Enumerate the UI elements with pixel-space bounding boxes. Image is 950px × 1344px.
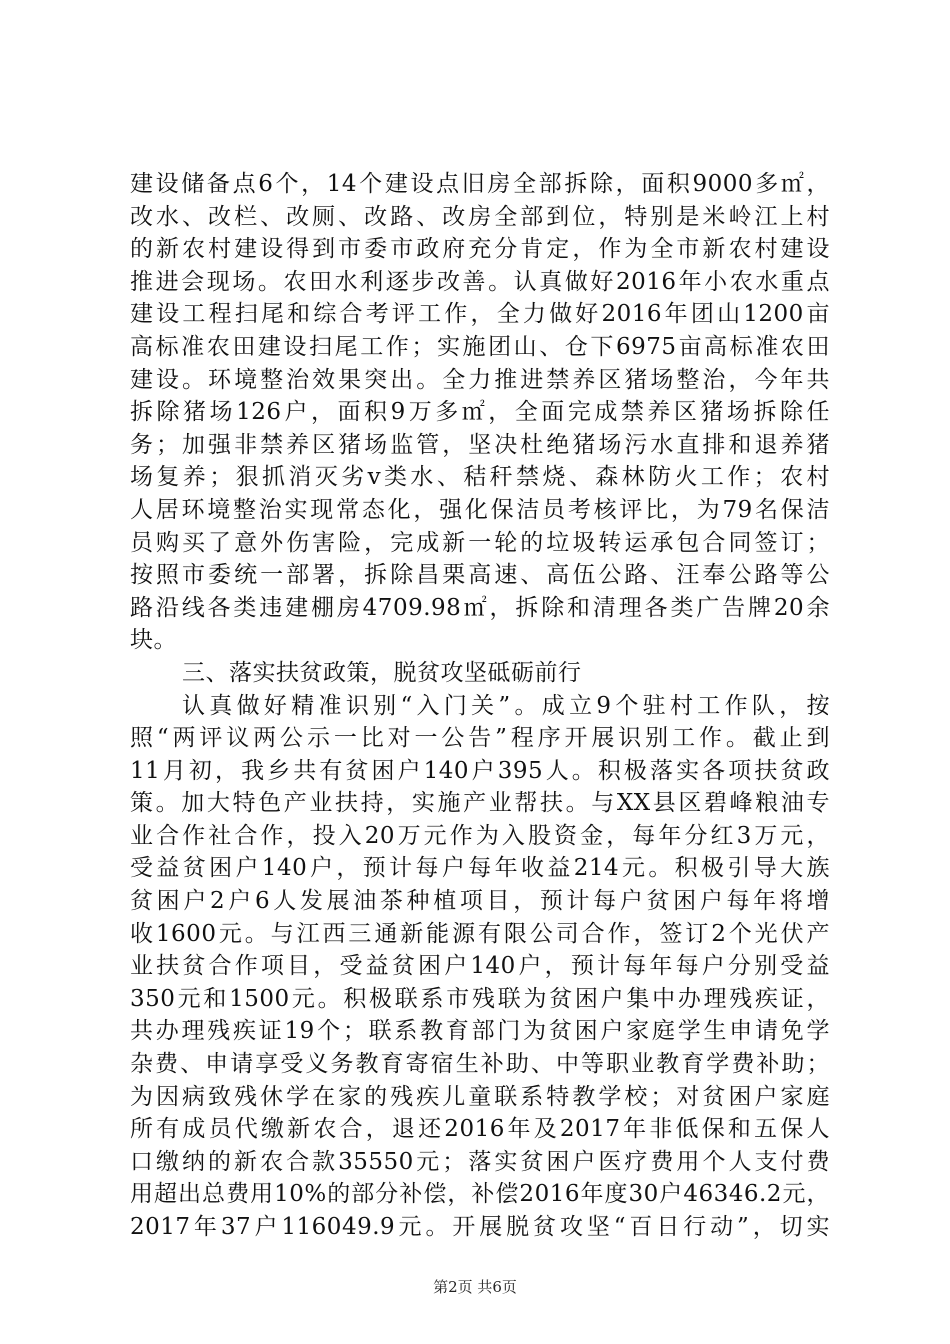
text-line: 场复养；狠抓消灭劣v类水、秸秆禁烧、森林防火工作；农村 bbox=[130, 464, 830, 491]
text-line: 块。 bbox=[130, 627, 177, 654]
text-line: 路沿线各类违建棚房4709.98㎡，拆除和清理各类广告牌20余 bbox=[130, 594, 830, 621]
text-line: 建设工程扫尾和综合考评工作，全力做好2016年团山1200亩 bbox=[130, 301, 830, 328]
text-line: 策。加大特色产业扶持，实施产业帮扶。与XX县区碧峰粮油专 bbox=[130, 790, 830, 817]
text-line: 务；加强非禁养区猪场监管，坚决杜绝猪场污水直排和退养猪 bbox=[130, 431, 830, 458]
text-line: 推进会现场。农田水利逐步改善。认真做好2016年小农水重点 bbox=[130, 268, 830, 295]
text-line: 用超出总费用10%的部分补偿，补偿2016年度30户46346.2元， bbox=[130, 1181, 830, 1208]
text-line: 贫困户2户6人发展油茶种植项目，预计每户贫困户每年将增 bbox=[130, 888, 830, 915]
text-line: 认真做好精准识别“入门关”。成立9个驻村工作队，按 bbox=[182, 692, 830, 719]
text-line: 的新农村建设得到市委市政府充分肯定，作为全市新农村建设 bbox=[130, 236, 830, 263]
text-line: 为因病致残休学在家的残疾儿童联系特教学校；对贫困户家庭 bbox=[130, 1083, 830, 1110]
text-line: 共办理残疾证19个；联系教育部门为贫困户家庭学生申请免学 bbox=[130, 1018, 830, 1045]
text-line: 所有成员代缴新农合，退还2016年及2017年非低保和五保人 bbox=[130, 1116, 830, 1143]
text-line: 建设储备点6个，14个建设点旧房全部拆除，面积9000多㎡， bbox=[130, 171, 830, 197]
text-line: 按照市委统一部署，拆除昌栗高速、高伍公路、汪奉公路等公 bbox=[130, 562, 830, 589]
section-heading: 三、落实扶贫政策，脱贫攻坚砥砺前行 bbox=[182, 659, 582, 686]
text-line: 收1600元。与江西三通新能源有限公司合作，签订2个光伏产 bbox=[130, 920, 830, 947]
text-line: 照“两评议两公示一比对一公告”程序开展识别工作。截止到 bbox=[130, 725, 830, 752]
text-line: 拆除猪场126户，面积9万多㎡，全面完成禁养区猪场拆除任 bbox=[130, 399, 830, 426]
text-line: 350元和1500元。积极联系市残联为贫困户集中办理残疾证， bbox=[130, 985, 830, 1012]
text-line: 受益贫困户140户，预计每户每年收益214元。积极引导大族 bbox=[130, 855, 830, 882]
body-text bbox=[130, 168, 830, 1244]
text-line: 建设。环境整治效果突出。全力推进禁养区猪场整治，今年共 bbox=[130, 366, 830, 393]
text-line: 人居环境整治实现常态化，强化保洁员考核评比，为79名保洁 bbox=[130, 496, 830, 523]
text-line: 高标准农田建设扫尾工作；实施团山、仓下6975亩高标准农田 bbox=[130, 333, 830, 360]
text-line: 口缴纳的新农合款35550元；落实贫困户医疗费用个人支付费 bbox=[130, 1148, 830, 1175]
text-line: 杂费、申请享受义务教育寄宿生补助、中等职业教育学费补助； bbox=[130, 1051, 830, 1078]
text-line: 2017年37户116049.9元。开展脱贫攻坚“百日行动”，切实 bbox=[130, 1214, 830, 1240]
text-line: 员购买了意外伤害险，完成新一轮的垃圾转运承包合同签订； bbox=[130, 529, 830, 556]
text-line: 改水、改栏、改厕、改路、改房全部到位，特别是米岭江上村 bbox=[130, 203, 830, 230]
text-line: 业扶贫合作项目，受益贫困户140户，预计每年每户分别受益 bbox=[130, 953, 830, 980]
text-line: 业合作社合作，投入20万元作为入股资金，每年分红3万元， bbox=[130, 822, 830, 849]
page-number-footer: 第2页 共6页 bbox=[433, 1278, 517, 1296]
text-line: 11月初，我乡共有贫困户140户395人。积极落实各项扶贫政 bbox=[130, 757, 830, 784]
